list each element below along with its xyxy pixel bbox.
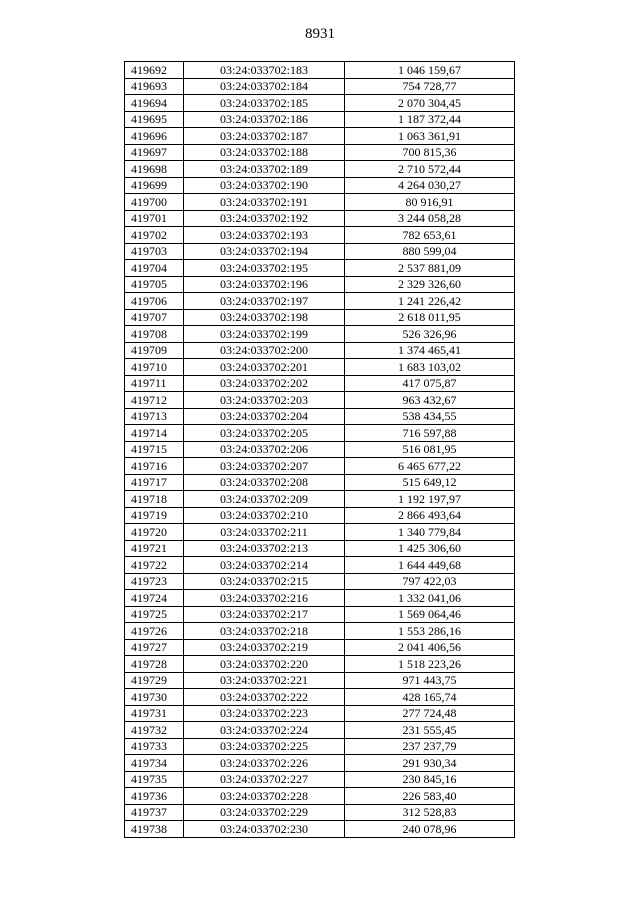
cadastral-value-cell: 6 465 677,22 <box>345 458 515 475</box>
cadastral-value-cell: 1 046 159,67 <box>345 62 515 79</box>
cadastral-value-cell: 2 537 881,09 <box>345 260 515 277</box>
cadastral-number-cell: 03:24:033702:213 <box>184 540 345 557</box>
cadastral-value-cell: 4 264 030,27 <box>345 177 515 194</box>
cadastral-value-cell: 237 237,79 <box>345 738 515 755</box>
cadastral-value-cell: 1 063 361,91 <box>345 128 515 145</box>
record-number-cell: 419718 <box>125 491 184 508</box>
cadastral-number-cell: 03:24:033702:226 <box>184 755 345 772</box>
table-row <box>125 210 515 227</box>
table-row <box>125 656 515 673</box>
record-number-cell: 419729 <box>125 672 184 689</box>
cadastral-value-cell: 3 244 058,28 <box>345 210 515 227</box>
cadastral-number-cell: 03:24:033702:225 <box>184 738 345 755</box>
record-number-cell: 419738 <box>125 821 184 838</box>
cadastral-value-cell: 230 845,16 <box>345 771 515 788</box>
table-row <box>125 392 515 409</box>
cadastral-value-cell: 700 815,36 <box>345 144 515 161</box>
table-row <box>125 755 515 772</box>
cadastral-number-cell: 03:24:033702:216 <box>184 590 345 607</box>
cadastral-number-cell: 03:24:033702:222 <box>184 689 345 706</box>
table-row <box>125 309 515 326</box>
cadastre-value-table <box>124 61 515 838</box>
table-row <box>125 293 515 310</box>
cadastral-value-cell: 240 078,96 <box>345 821 515 838</box>
cadastral-value-cell: 526 326,96 <box>345 326 515 343</box>
table-body <box>125 62 515 838</box>
record-number-cell: 419720 <box>125 524 184 541</box>
record-number-cell: 419704 <box>125 260 184 277</box>
cadastral-value-cell: 2 866 493,64 <box>345 507 515 524</box>
record-number-cell: 419727 <box>125 639 184 656</box>
cadastral-value-cell: 1 192 197,97 <box>345 491 515 508</box>
cadastral-number-cell: 03:24:033702:218 <box>184 623 345 640</box>
cadastral-number-cell: 03:24:033702:196 <box>184 276 345 293</box>
cadastral-value-cell: 716 597,88 <box>345 425 515 442</box>
cadastral-value-cell: 428 165,74 <box>345 689 515 706</box>
record-number-cell: 419705 <box>125 276 184 293</box>
table-row <box>125 639 515 656</box>
cadastral-number-cell: 03:24:033702:224 <box>184 722 345 739</box>
cadastral-value-cell: 1 340 779,84 <box>345 524 515 541</box>
table-row <box>125 342 515 359</box>
table-row <box>125 623 515 640</box>
record-number-cell: 419725 <box>125 606 184 623</box>
table-row <box>125 606 515 623</box>
cadastral-value-cell: 417 075,87 <box>345 375 515 392</box>
record-number-cell: 419713 <box>125 408 184 425</box>
cadastral-number-cell: 03:24:033702:183 <box>184 62 345 79</box>
record-number-cell: 419703 <box>125 243 184 260</box>
cadastral-value-cell: 797 422,03 <box>345 573 515 590</box>
cadastral-value-cell: 2 041 406,56 <box>345 639 515 656</box>
record-number-cell: 419707 <box>125 309 184 326</box>
cadastral-value-cell: 1 187 372,44 <box>345 111 515 128</box>
cadastral-number-cell: 03:24:033702:185 <box>184 95 345 112</box>
table-row <box>125 722 515 739</box>
cadastral-number-cell: 03:24:033702:193 <box>184 227 345 244</box>
cadastral-number-cell: 03:24:033702:202 <box>184 375 345 392</box>
record-number-cell: 419715 <box>125 441 184 458</box>
cadastral-value-cell: 2 618 011,95 <box>345 309 515 326</box>
cadastral-number-cell: 03:24:033702:223 <box>184 705 345 722</box>
cadastral-value-cell: 1 553 286,16 <box>345 623 515 640</box>
table-row <box>125 458 515 475</box>
record-number-cell: 419726 <box>125 623 184 640</box>
cadastral-number-cell: 03:24:033702:205 <box>184 425 345 442</box>
table-row <box>125 672 515 689</box>
cadastral-number-cell: 03:24:033702:209 <box>184 491 345 508</box>
table-row <box>125 738 515 755</box>
record-number-cell: 419698 <box>125 161 184 178</box>
record-number-cell: 419730 <box>125 689 184 706</box>
record-number-cell: 419712 <box>125 392 184 409</box>
cadastral-value-cell: 2 070 304,45 <box>345 95 515 112</box>
table-row <box>125 194 515 211</box>
page-number: 8931 <box>305 26 335 42</box>
record-number-cell: 419717 <box>125 474 184 491</box>
record-number-cell: 419701 <box>125 210 184 227</box>
table-row <box>125 507 515 524</box>
record-number-cell: 419735 <box>125 771 184 788</box>
cadastral-number-cell: 03:24:033702:200 <box>184 342 345 359</box>
cadastral-value-cell: 782 653,61 <box>345 227 515 244</box>
record-number-cell: 419699 <box>125 177 184 194</box>
record-number-cell: 419732 <box>125 722 184 739</box>
table-row <box>125 408 515 425</box>
record-number-cell: 419694 <box>125 95 184 112</box>
record-number-cell: 419708 <box>125 326 184 343</box>
cadastral-value-cell: 231 555,45 <box>345 722 515 739</box>
table-row <box>125 524 515 541</box>
table-row <box>125 540 515 557</box>
table-row <box>125 144 515 161</box>
cadastral-value-cell: 1 683 103,02 <box>345 359 515 376</box>
table-row <box>125 243 515 260</box>
record-number-cell: 419692 <box>125 62 184 79</box>
cadastral-number-cell: 03:24:033702:184 <box>184 78 345 95</box>
table-row <box>125 474 515 491</box>
cadastral-value-cell: 80 916,91 <box>345 194 515 211</box>
cadastral-number-cell: 03:24:033702:197 <box>184 293 345 310</box>
table-row <box>125 177 515 194</box>
table-row <box>125 804 515 821</box>
cadastral-value-cell: 1 425 306,60 <box>345 540 515 557</box>
table-row <box>125 705 515 722</box>
cadastral-value-cell: 754 728,77 <box>345 78 515 95</box>
cadastral-value-cell: 1 241 226,42 <box>345 293 515 310</box>
cadastral-value-cell: 1 518 223,26 <box>345 656 515 673</box>
cadastral-number-cell: 03:24:033702:189 <box>184 161 345 178</box>
cadastral-number-cell: 03:24:033702:188 <box>184 144 345 161</box>
cadastral-number-cell: 03:24:033702:230 <box>184 821 345 838</box>
cadastral-number-cell: 03:24:033702:214 <box>184 557 345 574</box>
table-row <box>125 326 515 343</box>
record-number-cell: 419693 <box>125 78 184 95</box>
record-number-cell: 419719 <box>125 507 184 524</box>
cadastral-value-cell: 971 443,75 <box>345 672 515 689</box>
record-number-cell: 419716 <box>125 458 184 475</box>
table-row <box>125 821 515 838</box>
cadastral-number-cell: 03:24:033702:211 <box>184 524 345 541</box>
cadastral-number-cell: 03:24:033702:215 <box>184 573 345 590</box>
cadastral-value-cell: 1 644 449,68 <box>345 557 515 574</box>
table-row <box>125 590 515 607</box>
record-number-cell: 419731 <box>125 705 184 722</box>
cadastral-number-cell: 03:24:033702:199 <box>184 326 345 343</box>
cadastral-value-cell: 2 710 572,44 <box>345 161 515 178</box>
cadastral-value-cell: 1 332 041,06 <box>345 590 515 607</box>
table-row <box>125 78 515 95</box>
table-row <box>125 441 515 458</box>
record-number-cell: 419733 <box>125 738 184 755</box>
cadastral-number-cell: 03:24:033702:191 <box>184 194 345 211</box>
table-row <box>125 425 515 442</box>
cadastral-number-cell: 03:24:033702:195 <box>184 260 345 277</box>
cadastral-number-cell: 03:24:033702:219 <box>184 639 345 656</box>
cadastral-value-cell: 880 599,04 <box>345 243 515 260</box>
cadastral-number-cell: 03:24:033702:203 <box>184 392 345 409</box>
record-number-cell: 419706 <box>125 293 184 310</box>
cadastral-value-cell: 226 583,40 <box>345 788 515 805</box>
cadastral-number-cell: 03:24:033702:220 <box>184 656 345 673</box>
cadastral-number-cell: 03:24:033702:227 <box>184 771 345 788</box>
table-row <box>125 227 515 244</box>
cadastral-number-cell: 03:24:033702:192 <box>184 210 345 227</box>
record-number-cell: 419710 <box>125 359 184 376</box>
table-row <box>125 111 515 128</box>
record-number-cell: 419736 <box>125 788 184 805</box>
table-row <box>125 573 515 590</box>
record-number-cell: 419722 <box>125 557 184 574</box>
table-row <box>125 161 515 178</box>
table-row <box>125 128 515 145</box>
record-number-cell: 419696 <box>125 128 184 145</box>
record-number-cell: 419695 <box>125 111 184 128</box>
cadastral-value-cell: 538 434,55 <box>345 408 515 425</box>
table-row <box>125 260 515 277</box>
cadastral-value-cell: 291 930,34 <box>345 755 515 772</box>
cadastral-number-cell: 03:24:033702:207 <box>184 458 345 475</box>
cadastral-number-cell: 03:24:033702:206 <box>184 441 345 458</box>
table-row <box>125 491 515 508</box>
record-number-cell: 419734 <box>125 755 184 772</box>
cadastral-number-cell: 03:24:033702:198 <box>184 309 345 326</box>
record-number-cell: 419721 <box>125 540 184 557</box>
table-row <box>125 375 515 392</box>
record-number-cell: 419724 <box>125 590 184 607</box>
cadastral-number-cell: 03:24:033702:208 <box>184 474 345 491</box>
cadastral-value-cell: 515 649,12 <box>345 474 515 491</box>
cadastral-number-cell: 03:24:033702:194 <box>184 243 345 260</box>
cadastral-value-cell: 2 329 326,60 <box>345 276 515 293</box>
cadastral-number-cell: 03:24:033702:186 <box>184 111 345 128</box>
cadastral-value-cell: 1 569 064,46 <box>345 606 515 623</box>
record-number-cell: 419723 <box>125 573 184 590</box>
cadastral-value-cell: 277 724,48 <box>345 705 515 722</box>
cadastral-number-cell: 03:24:033702:204 <box>184 408 345 425</box>
cadastral-number-cell: 03:24:033702:201 <box>184 359 345 376</box>
cadastral-number-cell: 03:24:033702:217 <box>184 606 345 623</box>
cadastral-value-cell: 516 081,95 <box>345 441 515 458</box>
cadastral-number-cell: 03:24:033702:190 <box>184 177 345 194</box>
table-row <box>125 276 515 293</box>
record-number-cell: 419737 <box>125 804 184 821</box>
cadastral-value-cell: 963 432,67 <box>345 392 515 409</box>
table-row <box>125 95 515 112</box>
table-row <box>125 771 515 788</box>
cadastral-value-cell: 1 374 465,41 <box>345 342 515 359</box>
record-number-cell: 419697 <box>125 144 184 161</box>
cadastral-value-cell: 312 528,83 <box>345 804 515 821</box>
table-row <box>125 62 515 79</box>
cadastral-number-cell: 03:24:033702:228 <box>184 788 345 805</box>
record-number-cell: 419728 <box>125 656 184 673</box>
table-row <box>125 788 515 805</box>
cadastral-number-cell: 03:24:033702:187 <box>184 128 345 145</box>
table-row <box>125 557 515 574</box>
table-row <box>125 359 515 376</box>
record-number-cell: 419700 <box>125 194 184 211</box>
table-row <box>125 689 515 706</box>
cadastral-number-cell: 03:24:033702:210 <box>184 507 345 524</box>
cadastral-number-cell: 03:24:033702:229 <box>184 804 345 821</box>
record-number-cell: 419702 <box>125 227 184 244</box>
record-number-cell: 419709 <box>125 342 184 359</box>
record-number-cell: 419714 <box>125 425 184 442</box>
cadastral-number-cell: 03:24:033702:221 <box>184 672 345 689</box>
record-number-cell: 419711 <box>125 375 184 392</box>
